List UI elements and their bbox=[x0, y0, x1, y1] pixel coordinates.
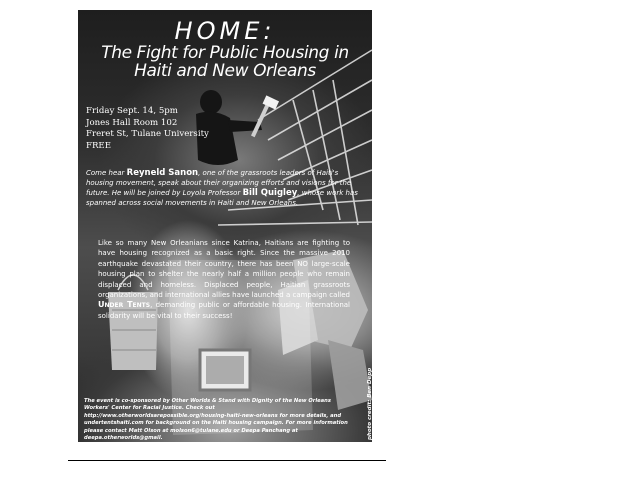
speaker-bill-quigley: Bill Quigley bbox=[242, 188, 298, 198]
intro-text-3: , whose work has spanned across social movements in Haiti and New Orleans. bbox=[86, 189, 358, 207]
poster-subtitle bbox=[84, 44, 366, 80]
divider-line bbox=[68, 460, 386, 461]
sponsor-note: The event is co-sponsored by Other Worlds & Stand with Dignity of the New Orleans Workers' Center for Racial Justice. Check out http://www.otherworldsarepossible.org/housing-haiti-new-orleans for more details, and undertentshaiti.com for background on the Haiti housing campaign. For more information please contact Matt Olson at molson6@tulane.edu or Deepa Panchang at deepa.otherworlds@gmail. bbox=[84, 398, 348, 442]
event-room: Jones Hall Room 102 bbox=[86, 117, 178, 128]
speaker-reyneld-sanon: Reyneld Sanon bbox=[126, 168, 199, 178]
intro-text-2: , one of the grassroots leaders of Haiti's housing movement, speak about their organizing efforts and visions for the future. He will be joined by Loyola Professor bbox=[86, 169, 352, 197]
subtitle-line-2: Haiti and New Orleans bbox=[134, 61, 316, 81]
event-location: Freret St, Tulane University bbox=[86, 129, 209, 139]
intro-paragraph bbox=[86, 168, 364, 208]
event-poster bbox=[78, 10, 372, 442]
event-details bbox=[86, 106, 236, 152]
subtitle-line-1: The Fight for Public Housing in bbox=[101, 43, 349, 63]
event-price: FREE bbox=[86, 140, 111, 151]
photo-credit: photo credit: Ben Depp bbox=[367, 367, 373, 440]
body-paragraph bbox=[98, 238, 350, 321]
poster-title: HOME: bbox=[174, 17, 276, 45]
body-text-1: Like so many New Orleanians since Katrina, Haitians are fighting to have housing recognized as a basic right. Since the massive 2010 earthquake devastated their country, there has been NO large-scale housing plan to shelter the nearly half a million people who remain displaced and homeless. Displaced people, Haitian grassroots organizations, and international allies have launched a campaign called bbox=[98, 239, 350, 300]
intro-text-1: Come hear bbox=[86, 169, 127, 177]
event-date: Friday Sept. 14, 5pm bbox=[86, 106, 178, 116]
campaign-name: Under Tents bbox=[98, 300, 151, 310]
body-text-2: , demanding public or affordable housing. International solidarity will be vital to their success! bbox=[98, 301, 351, 320]
